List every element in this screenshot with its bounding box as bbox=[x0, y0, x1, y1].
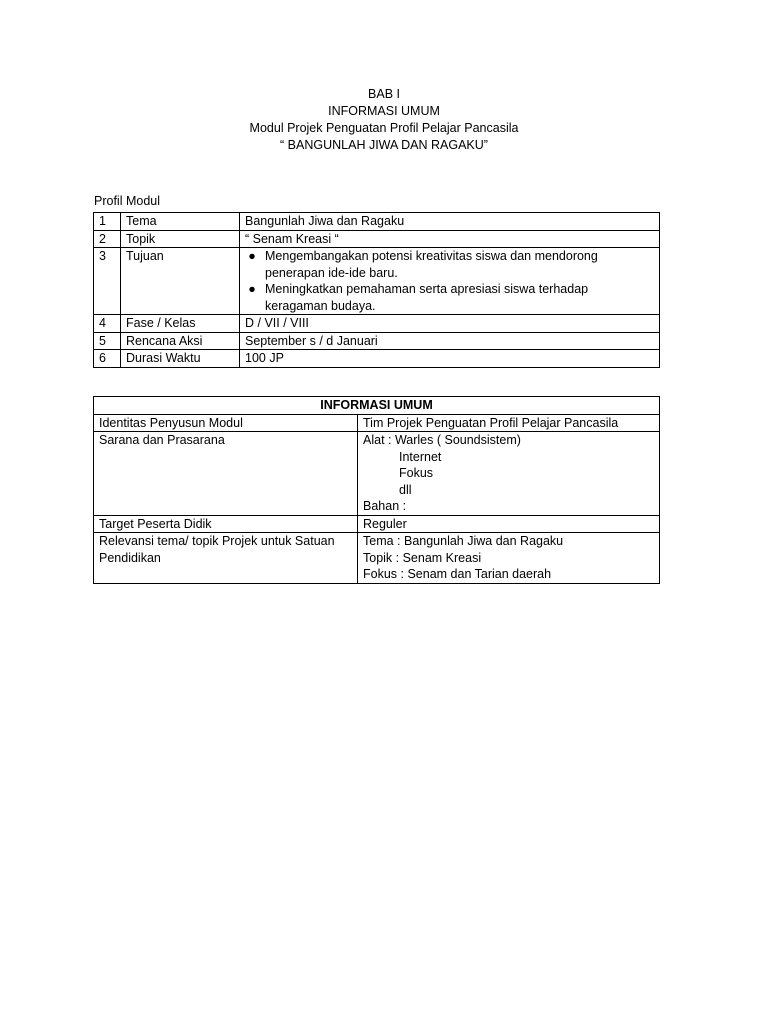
sarana-alat: Alat : Warles ( Soundsistem) bbox=[363, 433, 521, 447]
table-row bbox=[94, 414, 660, 432]
table-row bbox=[94, 248, 660, 315]
module-title: Modul Projek Penguatan Profil Pelajar Pancasila bbox=[249, 121, 519, 135]
sarana-value bbox=[358, 432, 660, 516]
profil-modul-label: Profil Modul bbox=[94, 194, 160, 208]
row-number: 5 bbox=[94, 332, 121, 350]
tujuan-list bbox=[245, 248, 654, 314]
relevansi-label: Relevansi tema/ topik Projek untuk Satuan Pendidikan bbox=[94, 533, 358, 584]
identitas-label: Identitas Penyusun Modul bbox=[94, 414, 358, 432]
row-key: Rencana Aksi bbox=[121, 332, 240, 350]
row-value: September s / d Januari bbox=[240, 332, 660, 350]
target-label: Target Peserta Didik bbox=[94, 515, 358, 533]
section-title: INFORMASI UMUM bbox=[328, 104, 440, 118]
sarana-label: Sarana dan Prasarana bbox=[94, 432, 358, 516]
informasi-umum-table bbox=[93, 396, 660, 584]
row-number: 1 bbox=[94, 213, 121, 231]
row-value: D / VII / VIII bbox=[240, 315, 660, 333]
row-number: 2 bbox=[94, 230, 121, 248]
row-number: 6 bbox=[94, 350, 121, 368]
list-item: ● Meningkatkan pemahaman serta apresiasi siswa terhadap keragaman budaya. bbox=[265, 281, 654, 314]
identitas-value: Tim Projek Penguatan Profil Pelajar Pancasila bbox=[358, 414, 660, 432]
chapter-title: BAB I bbox=[368, 87, 400, 101]
table-row bbox=[94, 533, 660, 584]
table-title: INFORMASI UMUM bbox=[94, 397, 660, 415]
relevansi-value bbox=[358, 533, 660, 584]
table-row bbox=[94, 230, 660, 248]
sarana-bahan: Bahan : bbox=[363, 499, 407, 513]
row-value: 100 JP bbox=[240, 350, 660, 368]
profil-modul-table bbox=[93, 212, 660, 368]
table-row bbox=[94, 515, 660, 533]
sarana-item: Fokus bbox=[399, 466, 434, 480]
row-number: 3 bbox=[94, 248, 121, 315]
sarana-item: dll bbox=[399, 482, 412, 497]
sarana-item: Internet bbox=[399, 449, 442, 464]
table-header-row bbox=[94, 397, 660, 415]
table-row bbox=[94, 332, 660, 350]
table-row bbox=[94, 213, 660, 231]
row-key: Tujuan bbox=[121, 248, 240, 315]
table-row bbox=[94, 315, 660, 333]
list-item: ● Mengembangakan potensi kreativitas siswa dan mendorong penerapan ide-ide baru. bbox=[265, 248, 654, 281]
document-header bbox=[0, 86, 768, 154]
row-number: 4 bbox=[94, 315, 121, 333]
bullet-icon: ● bbox=[248, 249, 256, 263]
row-key: Topik bbox=[121, 230, 240, 248]
row-key: Durasi Waktu bbox=[121, 350, 240, 368]
theme-title: “ BANGUNLAH JIWA DAN RAGAKU” bbox=[280, 138, 488, 152]
row-key: Tema bbox=[121, 213, 240, 231]
relevansi-topik: Topik : Senam Kreasi bbox=[363, 550, 482, 565]
row-value bbox=[240, 248, 660, 315]
relevansi-fokus: Fokus : Senam dan Tarian daerah bbox=[363, 567, 552, 581]
target-value: Reguler bbox=[358, 515, 660, 533]
row-value: Bangunlah Jiwa dan Ragaku bbox=[240, 213, 660, 231]
relevansi-tema: Tema : Bangunlah Jiwa dan Ragaku bbox=[363, 534, 564, 548]
row-key: Fase / Kelas bbox=[121, 315, 240, 333]
table-row bbox=[94, 432, 660, 516]
row-value: “ Senam Kreasi “ bbox=[240, 230, 660, 248]
table-row bbox=[94, 350, 660, 368]
bullet-icon: ● bbox=[248, 282, 256, 296]
